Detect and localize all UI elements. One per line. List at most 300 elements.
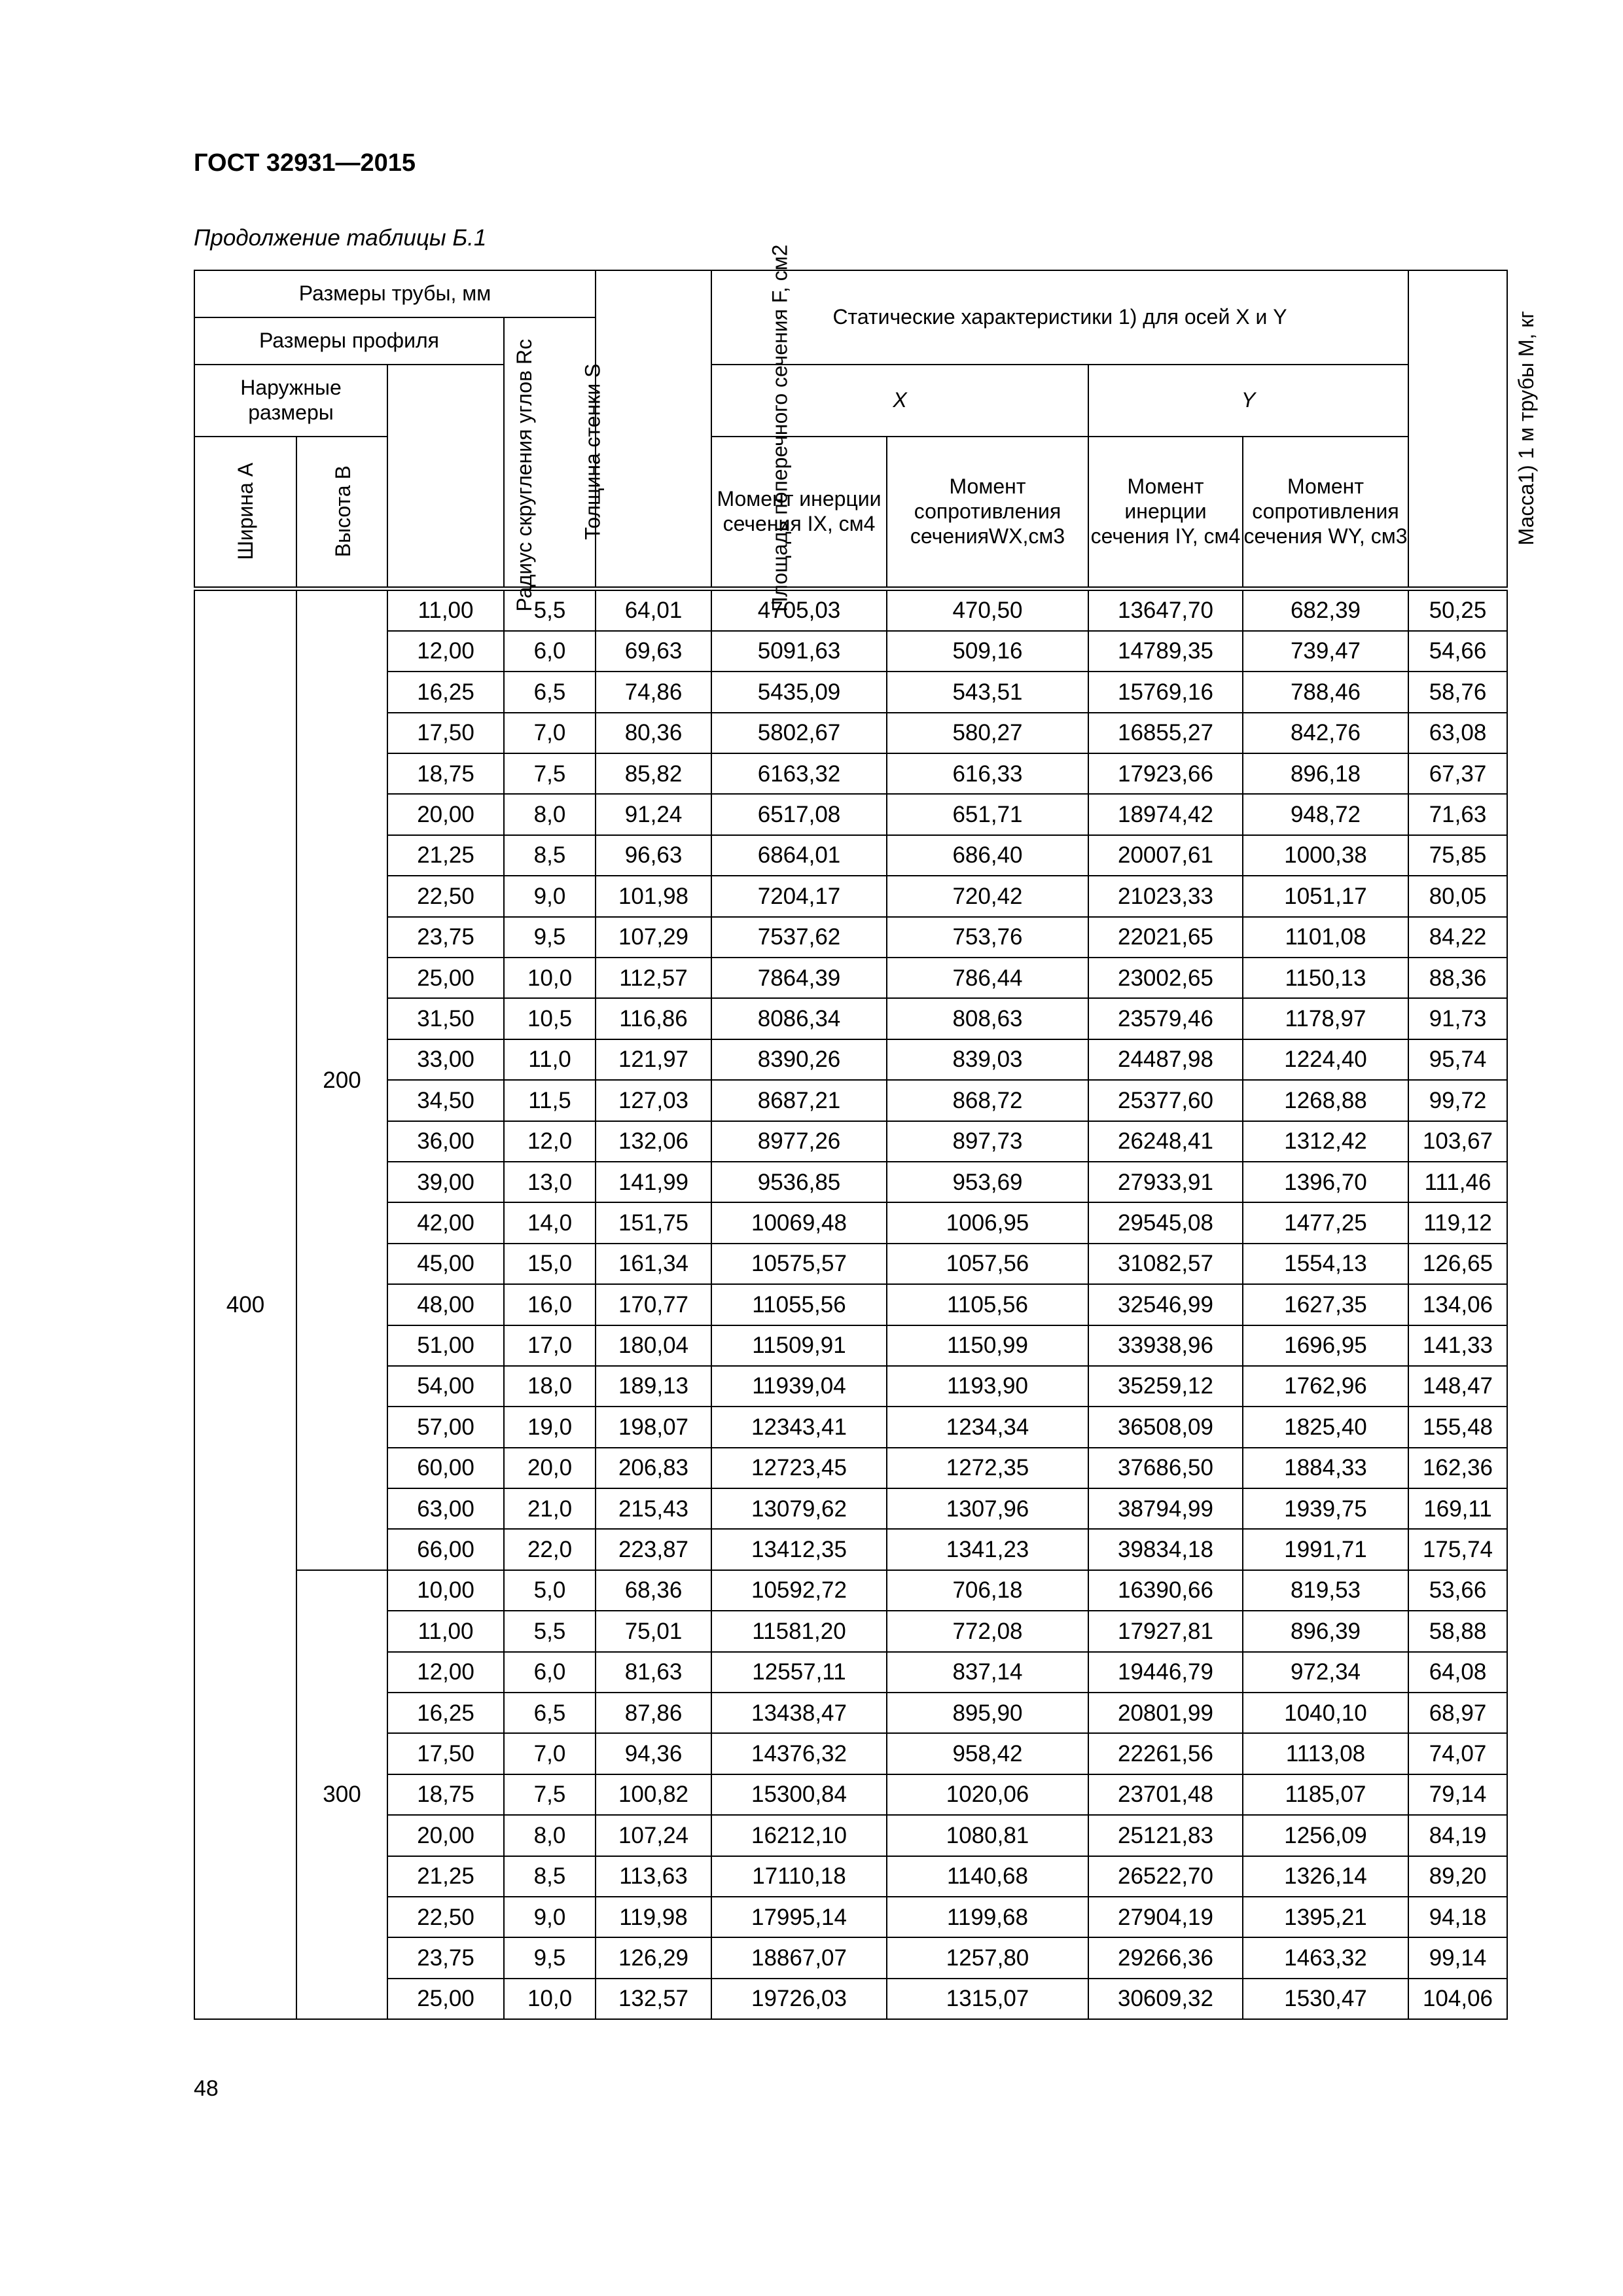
table-cell: 22,50 [387,876,504,916]
data-table [194,244,1538,2020]
table-cell: 5091,63 [711,631,887,672]
table-cell: 99,72 [1408,1080,1507,1121]
table-cell: 958,42 [887,1733,1088,1774]
table-cell: 60,00 [387,1448,504,1488]
table-cell: 5802,67 [711,713,887,753]
table-cell: 972,34 [1243,1652,1408,1693]
table-cell: 206,83 [596,1448,711,1488]
table-row [194,1856,1507,1897]
table-cell: 11,0 [504,1039,596,1080]
table-cell: 132,06 [596,1121,711,1162]
table-cell: 839,03 [887,1039,1088,1080]
table-cell: 23002,65 [1088,958,1243,998]
table-cell: 1051,17 [1243,876,1408,916]
header-width-text: Ширина A [233,463,257,560]
table-cell: 8,5 [504,1856,596,1897]
table-cell: 6,5 [504,1693,596,1733]
table-cell: 1000,38 [1243,835,1408,876]
table-cell: 25,00 [387,958,504,998]
table-cell: 32546,99 [1088,1284,1243,1325]
table-cell: 11939,04 [711,1366,887,1407]
table-cell: 1006,95 [887,1202,1088,1243]
table-cell: 36,00 [387,1121,504,1162]
table-cell: 897,73 [887,1121,1088,1162]
table-row [194,1979,1507,2019]
table-row [194,1570,1507,1611]
table-cell: 94,36 [596,1733,711,1774]
table-cell: 5,5 [504,1611,596,1651]
table-cell: 5,5 [504,588,596,631]
table-row [194,1529,1507,1570]
table-cell: 81,63 [596,1652,711,1693]
table-cell: 69,63 [596,631,711,672]
header-width [194,437,296,588]
table-cell: 14789,35 [1088,631,1243,672]
table-cell: 1193,90 [887,1366,1088,1407]
table-cell: 68,97 [1408,1693,1507,1733]
table-cell: 682,39 [1243,588,1408,631]
table-cell: 25,00 [387,1979,504,2019]
table-cell: 48,00 [387,1284,504,1325]
table-cell: 22,50 [387,1897,504,1937]
table-cell: 7,5 [504,753,596,794]
table-cell: 19446,79 [1088,1652,1243,1693]
table-cell: 58,88 [1408,1611,1507,1651]
table-cell: 31,50 [387,998,504,1039]
table-row [194,917,1507,958]
table-row [194,1039,1507,1080]
table-cell: 79,14 [1408,1774,1507,1815]
page-number: 48 [194,2076,219,2101]
table-body [194,588,1507,2019]
table-cell: 1463,32 [1243,1937,1408,1978]
table-cell: 22261,56 [1088,1733,1243,1774]
table-row [194,876,1507,916]
table-cell: 1150,99 [887,1325,1088,1366]
table-row [194,588,1507,631]
table-cell: 1477,25 [1243,1202,1408,1243]
table-cell: 161,34 [596,1244,711,1284]
table-cell: 4705,03 [711,588,887,631]
table-cell: 896,39 [1243,1611,1408,1651]
table-cell: 13438,47 [711,1693,887,1733]
table-cell: 1057,56 [887,1244,1088,1284]
table-cell: 10069,48 [711,1202,887,1243]
table-cell: 141,33 [1408,1325,1507,1366]
table-cell: 11,5 [504,1080,596,1121]
table-cell: 9536,85 [711,1162,887,1202]
table-row [194,1897,1507,1937]
table-row [194,835,1507,876]
table-cell: 12557,11 [711,1652,887,1693]
table-cell: 753,76 [887,917,1088,958]
table-cell: 66,00 [387,1529,504,1570]
table-cell: 896,18 [1243,753,1408,794]
table-cell: 29266,36 [1088,1937,1243,1978]
table-cell: 26248,41 [1088,1121,1243,1162]
table-cell: 54,00 [387,1366,504,1407]
table-cell: 20007,61 [1088,835,1243,876]
table-cell: 948,72 [1243,794,1408,834]
table-row [194,1325,1507,1366]
table-cell: 7204,17 [711,876,887,916]
table-cell: 10,0 [504,958,596,998]
table-cell: 91,24 [596,794,711,834]
header-axis-x: X [711,365,1088,437]
table-cell: 24487,98 [1088,1039,1243,1080]
table-cell: 119,12 [1408,1202,1507,1243]
table-cell: 198,07 [596,1407,711,1447]
table-cell: 99,14 [1408,1937,1507,1978]
table-cell: 27933,91 [1088,1162,1243,1202]
table-cell: 148,47 [1408,1366,1507,1407]
table-cell: 39834,18 [1088,1529,1243,1570]
table-cell: 14,0 [504,1202,596,1243]
header-iy: Момент инерции сечения IY, см4 [1088,437,1243,588]
table-cell: 13,0 [504,1162,596,1202]
height-cell: 200 [296,588,387,1570]
table-cell: 12343,41 [711,1407,887,1447]
table-cell: 13412,35 [711,1529,887,1570]
table-cell: 22,0 [504,1529,596,1570]
table-cell: 1530,47 [1243,1979,1408,2019]
table-row [194,958,1507,998]
table-cell: 808,63 [887,998,1088,1039]
table-cell: 1080,81 [887,1815,1088,1856]
table-cell: 134,06 [1408,1284,1507,1325]
table-cell: 1825,40 [1243,1407,1408,1447]
table-cell: 37686,50 [1088,1448,1243,1488]
table-cell: 20801,99 [1088,1693,1243,1733]
table-cell: 953,69 [887,1162,1088,1202]
table-cell: 6163,32 [711,753,887,794]
table-cell: 107,29 [596,917,711,958]
table-cell: 17,0 [504,1325,596,1366]
table-row [194,672,1507,712]
table-cell: 170,77 [596,1284,711,1325]
table-cell: 720,42 [887,876,1088,916]
table-cell: 509,16 [887,631,1088,672]
table-cell: 180,04 [596,1325,711,1366]
table-row [194,794,1507,834]
table-cell: 12,00 [387,1652,504,1693]
table-cell: 9,5 [504,917,596,958]
table-cell: 1185,07 [1243,1774,1408,1815]
table-row [194,1733,1507,1774]
table-cell: 100,82 [596,1774,711,1815]
table-cell: 14376,32 [711,1733,887,1774]
table-cell: 64,01 [596,588,711,631]
table-cell: 819,53 [1243,1570,1408,1611]
table-cell: 169,11 [1408,1488,1507,1529]
table-cell: 5,0 [504,1570,596,1611]
table-cell: 75,85 [1408,835,1507,876]
table-cell: 16,0 [504,1284,596,1325]
table-row [194,1162,1507,1202]
table-cell: 9,0 [504,876,596,916]
table-cell: 11055,56 [711,1284,887,1325]
table-cell: 7,0 [504,1733,596,1774]
table-cell: 7,0 [504,713,596,753]
table-row [194,753,1507,794]
table-cell: 84,19 [1408,1815,1507,1856]
table-cell: 23,75 [387,1937,504,1978]
table-cell: 75,01 [596,1611,711,1651]
table-cell: 1762,96 [1243,1366,1408,1407]
table-cell: 18,75 [387,1774,504,1815]
table-cell: 17,50 [387,1733,504,1774]
table-cell: 1396,70 [1243,1162,1408,1202]
table-cell: 7537,62 [711,917,887,958]
table-cell: 12723,45 [711,1448,887,1488]
table-cell: 87,86 [596,1693,711,1733]
table-cell: 1040,10 [1243,1693,1408,1733]
table-cell: 91,73 [1408,998,1507,1039]
table-cell: 11,00 [387,588,504,631]
table-row [194,1693,1507,1733]
table-cell: 80,05 [1408,876,1507,916]
table-cell: 84,22 [1408,917,1507,958]
table-cell: 8977,26 [711,1121,887,1162]
table-row [194,1488,1507,1529]
table-cell: 67,37 [1408,753,1507,794]
header-wy: Момент сопротивления сечения WY, см3 [1243,437,1408,588]
table-cell: 107,24 [596,1815,711,1856]
table-cell: 772,08 [887,1611,1088,1651]
table-cell: 5435,09 [711,672,887,712]
table-cell: 23579,46 [1088,998,1243,1039]
table-row [194,998,1507,1039]
table-row [194,1652,1507,1693]
table-cell: 11581,20 [711,1611,887,1651]
table-cell: 18974,42 [1088,794,1243,834]
table-cell: 112,57 [596,958,711,998]
table-cell: 189,13 [596,1366,711,1407]
table-cell: 11,00 [387,1611,504,1651]
table-cell: 63,08 [1408,713,1507,753]
table-cell: 74,07 [1408,1733,1507,1774]
table-cell: 8,0 [504,794,596,834]
table-row [194,1815,1507,1856]
table-cell: 119,98 [596,1897,711,1937]
table-cell: 1395,21 [1243,1897,1408,1937]
table-cell: 13647,70 [1088,588,1243,631]
header-radius-text: Радиус скругления углов Rc [512,339,537,612]
table-cell: 10,00 [387,1570,504,1611]
height-cell: 300 [296,1570,387,2019]
table-cell: 13079,62 [711,1488,887,1529]
table-cell: 126,65 [1408,1244,1507,1284]
table-cell: 1307,96 [887,1488,1088,1529]
table-cell: 223,87 [596,1529,711,1570]
table-cell: 1315,07 [887,1979,1088,2019]
table-cell: 38794,99 [1088,1488,1243,1529]
header-mass [1408,270,1538,588]
table-cell: 6864,01 [711,835,887,876]
table-cell: 12,00 [387,631,504,672]
table-cell: 21023,33 [1088,876,1243,916]
table-cell: 85,82 [596,753,711,794]
table-cell: 50,25 [1408,588,1507,631]
table-cell: 53,66 [1408,1570,1507,1611]
header-height [296,437,387,588]
table-cell: 8,0 [504,1815,596,1856]
table-cell: 121,97 [596,1039,711,1080]
table-row [194,1202,1507,1243]
table-cell: 6,0 [504,1652,596,1693]
table-cell: 1627,35 [1243,1284,1408,1325]
table-cell: 126,29 [596,1937,711,1978]
table-cell: 17927,81 [1088,1611,1243,1651]
table-row [194,1284,1507,1325]
table-cell: 786,44 [887,958,1088,998]
table-cell: 1140,68 [887,1856,1088,1897]
table-cell: 1268,88 [1243,1080,1408,1121]
table-cell: 1113,08 [1243,1733,1408,1774]
table-cell: 127,03 [596,1080,711,1121]
table-cell: 27904,19 [1088,1897,1243,1937]
table-cell: 1939,75 [1243,1488,1408,1529]
table-cell: 1234,34 [887,1407,1088,1447]
table-cell: 175,74 [1408,1529,1507,1570]
table-cell: 21,0 [504,1488,596,1529]
table-row [194,1121,1507,1162]
table-cell: 1326,14 [1243,1856,1408,1897]
table-cell: 39,00 [387,1162,504,1202]
table-cell: 25377,60 [1088,1080,1243,1121]
table-cell: 64,08 [1408,1652,1507,1693]
table-cell: 141,99 [596,1162,711,1202]
table-cell: 842,76 [1243,713,1408,753]
table-cell: 6,0 [504,631,596,672]
table-cell: 1105,56 [887,1284,1088,1325]
table-cell: 54,66 [1408,631,1507,672]
table-cell: 7864,39 [711,958,887,998]
table-cell: 21,25 [387,835,504,876]
table-row [194,1407,1507,1447]
table-cell: 94,18 [1408,1897,1507,1937]
table-cell: 788,46 [1243,672,1408,712]
table-cell: 1020,06 [887,1774,1088,1815]
table-cell: 9,0 [504,1897,596,1937]
header-profile-sizes: Размеры профиля [194,317,504,365]
table-cell: 15,0 [504,1244,596,1284]
table-cell: 8687,21 [711,1080,887,1121]
table-cell: 1101,08 [1243,917,1408,958]
table-cell: 29545,08 [1088,1202,1243,1243]
table-cell: 1178,97 [1243,998,1408,1039]
table-cell: 17923,66 [1088,753,1243,794]
header-outer-sizes: Наружные размеры [194,365,387,437]
table-row [194,1774,1507,1815]
table-cell: 470,50 [887,588,1088,631]
table-cell: 651,71 [887,794,1088,834]
table-cell: 10575,57 [711,1244,887,1284]
table-cell: 17995,14 [711,1897,887,1937]
table-row [194,1937,1507,1978]
table-cell: 151,75 [596,1202,711,1243]
header-height-text: Высота B [330,465,355,558]
table-cell: 1341,23 [887,1529,1088,1570]
table-cell: 88,36 [1408,958,1507,998]
table-cell: 1257,80 [887,1937,1088,1978]
table-cell: 616,33 [887,753,1088,794]
table-cell: 42,00 [387,1202,504,1243]
table-row [194,1244,1507,1284]
table-row [194,1448,1507,1488]
table-cell: 1256,09 [1243,1815,1408,1856]
table-cell: 8086,34 [711,998,887,1039]
table-row [194,1080,1507,1121]
table-cell: 15300,84 [711,1774,887,1815]
table-cell: 23701,48 [1088,1774,1243,1815]
table-cell: 868,72 [887,1080,1088,1121]
table-cell: 22021,65 [1088,917,1243,958]
table-cell: 20,0 [504,1448,596,1488]
table-cell: 80,36 [596,713,711,753]
table-cell: 96,63 [596,835,711,876]
table-cell: 9,5 [504,1937,596,1978]
table-row [194,713,1507,753]
table-cell: 36508,09 [1088,1407,1243,1447]
table-cell: 18,0 [504,1366,596,1407]
table-cell: 6,5 [504,672,596,712]
table-cell: 45,00 [387,1244,504,1284]
table-cell: 1272,35 [887,1448,1088,1488]
header-axis-y: Y [1088,365,1408,437]
table-cell: 155,48 [1408,1407,1507,1447]
table-cell: 33938,96 [1088,1325,1243,1366]
table-cell: 19,0 [504,1407,596,1447]
table-cell: 1224,40 [1243,1039,1408,1080]
table-cell: 23,75 [387,917,504,958]
table-cell: 686,40 [887,835,1088,876]
table-cell: 17,50 [387,713,504,753]
table-cell: 1991,71 [1243,1529,1408,1570]
table-cell: 30609,32 [1088,1979,1243,2019]
header-static: Статические характеристики 1) для осей X и Y [711,270,1408,365]
table-cell: 16390,66 [1088,1570,1243,1611]
table-cell: 7,5 [504,1774,596,1815]
table-row [194,631,1507,672]
table-cell: 19726,03 [711,1979,887,2019]
table-cell: 25121,83 [1088,1815,1243,1856]
table-cell: 26522,70 [1088,1856,1243,1897]
table-cell: 16,25 [387,1693,504,1733]
table-cell: 20,00 [387,794,504,834]
table-cell: 12,0 [504,1121,596,1162]
table-cell: 543,51 [887,672,1088,712]
table-cell: 8,5 [504,835,596,876]
header-pipe-sizes: Размеры трубы, мм [194,270,596,317]
table-cell: 16,25 [387,672,504,712]
table-cell: 162,36 [1408,1448,1507,1488]
table-cell: 10,5 [504,998,596,1039]
table-cell: 11509,91 [711,1325,887,1366]
table-cell: 35259,12 [1088,1366,1243,1407]
standard-title: ГОСТ 32931—2015 [194,149,416,177]
table-cell: 16855,27 [1088,713,1243,753]
table-cell: 16212,10 [711,1815,887,1856]
table-cell: 895,90 [887,1693,1088,1733]
width-cell: 400 [194,588,296,2019]
table-cell: 1884,33 [1243,1448,1408,1488]
table-cell: 51,00 [387,1325,504,1366]
table-cell: 104,06 [1408,1979,1507,2019]
table-cell: 132,57 [596,1979,711,2019]
table-cell: 837,14 [887,1652,1088,1693]
table-cell: 89,20 [1408,1856,1507,1897]
